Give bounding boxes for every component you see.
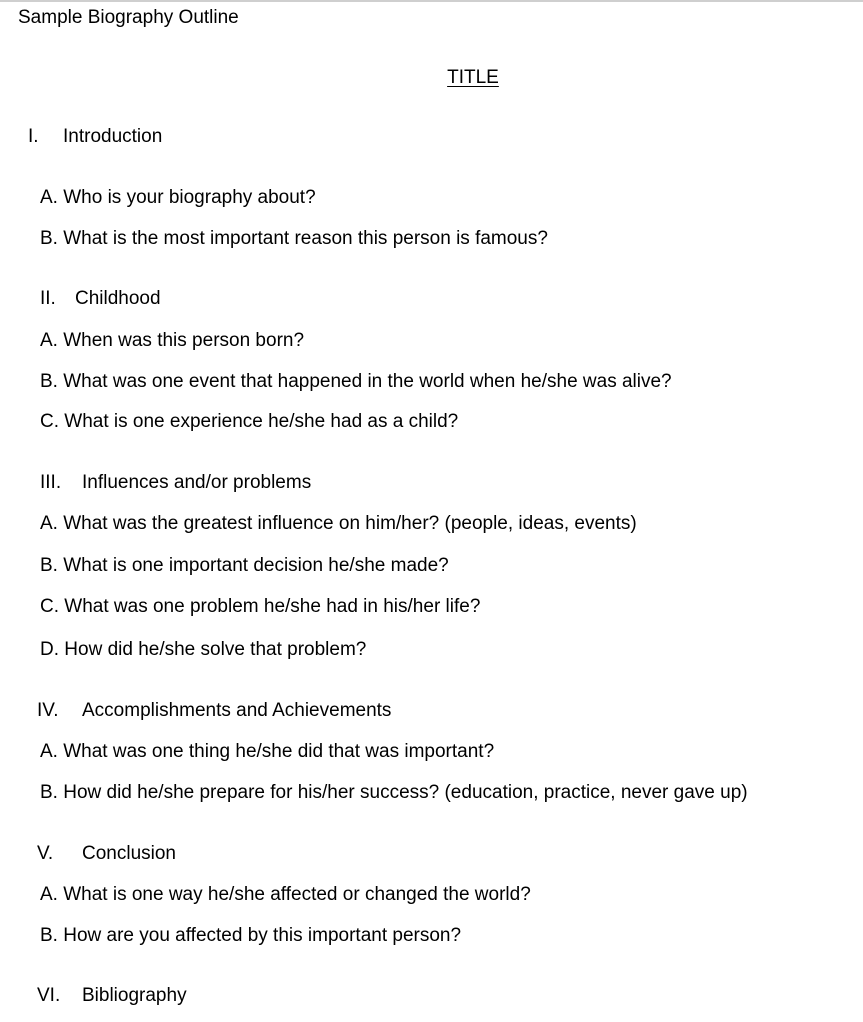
section-numeral: VI. — [37, 985, 61, 1006]
outline-item: D. How did he/she solve that problem? — [40, 639, 367, 660]
outline-item: C. What is one experience he/she had as a child? — [40, 411, 459, 432]
outline-item: A. What was one thing he/she did that was important? — [40, 741, 495, 762]
outline-item: B. What is the most important reason this person is famous? — [40, 228, 548, 249]
section-numeral: V. — [37, 843, 54, 864]
outline-item: B. How did he/she prepare for his/her success? (education, practice, never gave up) — [40, 782, 748, 803]
outline-item: B. What is one important decision he/she made? — [40, 555, 449, 576]
outline-item: B. What was one event that happened in the world when he/she was alive? — [40, 371, 672, 392]
outline-item: C. What was one problem he/she had in his/her life? — [40, 596, 481, 617]
section-title: Childhood — [75, 288, 161, 309]
section-title: Bibliography — [82, 985, 187, 1006]
top-divider — [0, 0, 863, 2]
section-numeral: III. — [40, 472, 62, 493]
document-heading: Sample Biography Outline — [18, 7, 239, 28]
document-title: TITLE — [447, 67, 499, 88]
section-title: Accomplishments and Achievements — [82, 700, 392, 721]
section-title: Introduction — [63, 126, 163, 147]
outline-item: A. Who is your biography about? — [40, 187, 316, 208]
section-title: Influences and/or problems — [82, 472, 312, 493]
section-title: Conclusion — [82, 843, 176, 864]
outline-item: A. What is one way he/she affected or changed the world? — [40, 884, 531, 905]
section-numeral: I. — [28, 126, 39, 147]
outline-item: B. How are you affected by this important person? — [40, 925, 462, 946]
section-numeral: II. — [40, 288, 56, 309]
outline-item: A. What was the greatest influence on him/her? (people, ideas, events) — [40, 513, 637, 534]
outline-item: A. When was this person born? — [40, 330, 305, 351]
section-numeral: IV. — [37, 700, 59, 721]
